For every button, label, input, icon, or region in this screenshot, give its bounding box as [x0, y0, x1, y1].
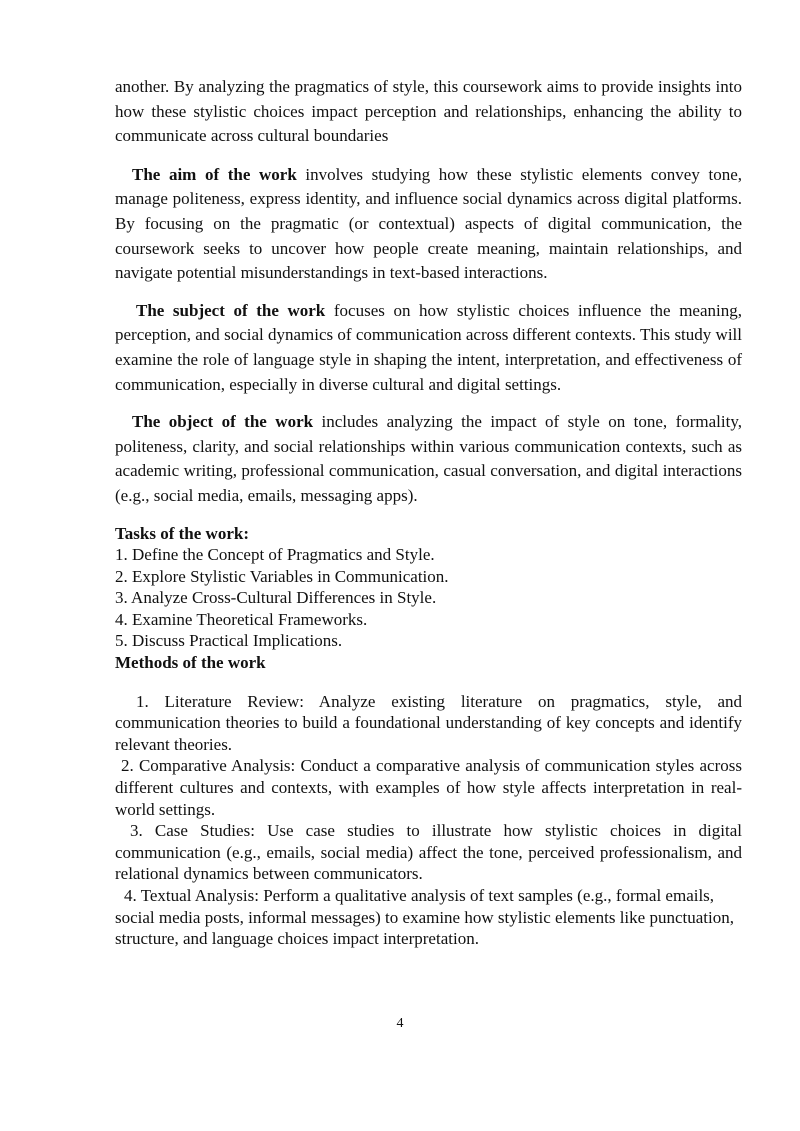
task-item: 1. Define the Concept of Pragmatics and Style. [115, 545, 435, 565]
aim-paragraph [115, 163, 742, 286]
subject-label: The subject of the work [136, 300, 326, 320]
tasks-heading: Tasks of the work: [115, 523, 249, 543]
task-item: 5. Discuss Practical Implications. [115, 631, 343, 651]
aim-text: involves studying how these stylistic elements convey tone, manage politeness, express identity, and influence social dynamics across digital platforms. By focusing on the pragmatic (or contextual) aspects of digital communication, the coursework seeks to uncover how people create meaning, maintain relationships, and navigate potential misunderstandings in text-based interactions. [115, 164, 742, 283]
page-number: 4 [396, 1016, 404, 1031]
task-item: 3. Analyze Cross-Cultural Differences in Style. [115, 588, 437, 608]
intro-paragraph: another. By analyzing the pragmatics of style, this coursework aims to provide insights into how these stylistic choices impact perception and relationships, enhancing the ability to communicate across cultural boundaries [115, 77, 742, 146]
method-item: 3. Case Studies: Use case studies to illustrate how stylistic choices in digital communication (e.g., emails, social media) affect the tone, perceived professionalism, and relational dynamics between communicators. [115, 821, 742, 884]
object-label: The object of the work [132, 412, 314, 432]
subject-text: focuses on how stylistic choices influence the meaning, perception, and social dynamics of communication across different contexts. This study will examine the role of language style in shaping the intent, interpretation, and effectiveness of communication, especially in diverse cultural and digital settings. [115, 300, 742, 394]
task-item: 4. Examine Theoretical Frameworks. [115, 609, 368, 629]
method-item: 1. Literature Review: Analyze existing literature on pragmatics, style, and communication theories to build a foundational understanding of key concepts and identify relevant theories. [115, 691, 742, 754]
object-paragraph [115, 410, 742, 508]
methods-heading: Methods of the work [115, 653, 266, 673]
aim-label: The aim of the work [132, 164, 297, 184]
task-item: 2. Explore Stylistic Variables in Communication. [115, 566, 449, 586]
tasks-list [115, 544, 742, 652]
method-item: 4. Textual Analysis: Perform a qualitative analysis of text samples (e.g., formal emails, social media posts, informal messages) to examine how stylistic elements like punctuation, structure, and language choices impact interpretation. [115, 886, 734, 949]
document-page [115, 75, 742, 950]
method-item: 2. Comparative Analysis: Conduct a comparative analysis of communication styles across different cultures and contexts, with examples of how style affects interpretation in real-world settings. [115, 756, 742, 819]
object-text: includes analyzing the impact of style on tone, formality, politeness, clarity, and social relationships within various communication contexts, such as academic writing, professional communication, casual conversation, and digital interactions (e.g., social media, emails, messaging apps). [115, 412, 742, 505]
subject-paragraph [115, 299, 742, 397]
